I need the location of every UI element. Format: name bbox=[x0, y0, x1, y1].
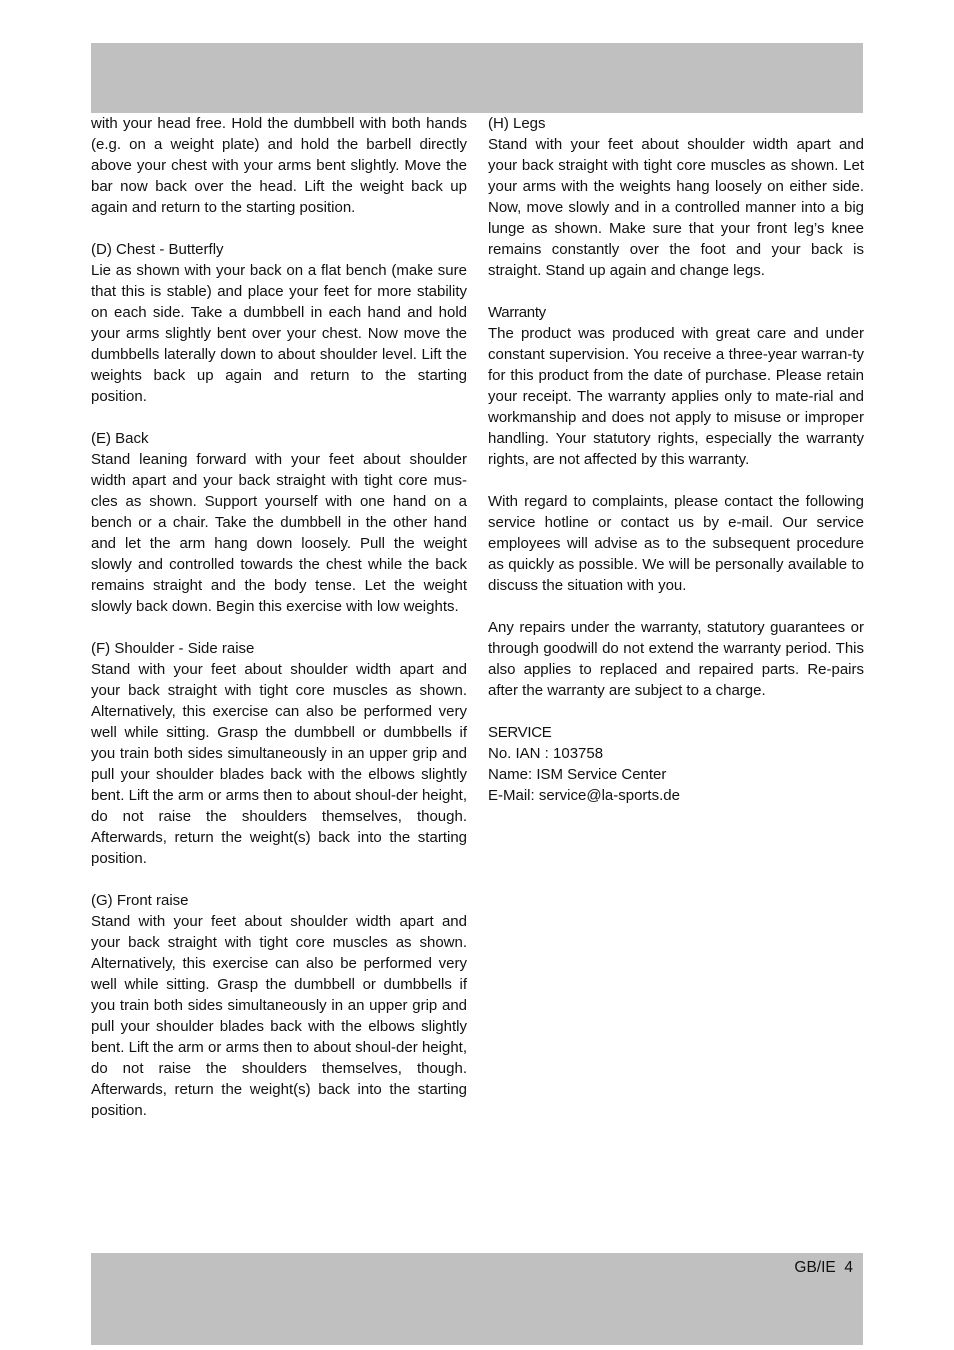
section-text: Stand with your feet about shoulder width apart and your back straight with tight core muscles as shown. Let your arms with the weights hang loosely on either side. Now, move slowly and in a controlled manner into a big lunge as shown. Make sure that your front leg’s knee remains constantly over the foot and your back is straight. Stand up again and change legs. bbox=[488, 136, 864, 279]
section-heading: (D) Chest - Butterfly bbox=[91, 241, 224, 258]
section-text: Stand with your feet about shoulder width apart and your back straight with tight core muscles as shown. Alternatively, this exercise can also be performed very well while sitting. Grasp the dumbbell or dumbbells if you train both sides simultaneously in an upper grip and pull your shoulder blades back with the elbows slightly bent. Lift the arm or arms then to about shoul-der height, do not raise the shoulders themselves, though. Afterwards, return the weight(s) back into the starting position. bbox=[91, 661, 467, 867]
footer-bar bbox=[91, 1253, 863, 1345]
complaints-block bbox=[488, 491, 864, 596]
intro-block bbox=[91, 113, 467, 218]
section-text: Lie as shown with your back on a flat bench (make sure that this is stable) and place your feet for more stability on each side. Take a dumbbell in each hand and hold your arms slightly bent over your chest. Now move the dumbbells laterally down to about shoulder level. Lift the weights back up again and return to the starting position. bbox=[91, 262, 467, 405]
section-back bbox=[91, 428, 467, 617]
page-number: GB/IE 4 bbox=[794, 1259, 853, 1276]
section-heading: (E) Back bbox=[91, 430, 149, 447]
left-column bbox=[91, 113, 467, 1142]
section-text: Stand with your feet about shoulder width apart and your back straight with tight core muscles as shown. Alternatively, this exercise can also be performed very well while sitting. Grasp the dumbbell or dumbbells if you train both sides simultaneously in an upper grip and pull your shoulder blades back with the elbows slightly bent. Lift the arm or arms then to about shoul-der height, do not raise the shoulders themselves, though. Afterwards, return the weight(s) back into the starting position. bbox=[91, 913, 467, 1119]
service-heading: SERVICE bbox=[488, 724, 552, 741]
service-email: E-Mail: service@la-sports.de bbox=[488, 787, 680, 804]
warranty-paragraph: With regard to complaints, please contact the following service hotline or contact us by e-mail. Our service employees will advise as to the subsequent procedure as quickly as possible. We will be personally available to discuss the situation with you. bbox=[488, 493, 864, 594]
warranty-paragraph: Any repairs under the warranty, statutory guarantees or through goodwill do not extend the warranty period. This also applies to replaced and repaired parts. Re-pairs after the warranty are subject to a charge. bbox=[488, 619, 864, 699]
repairs-block bbox=[488, 617, 864, 701]
warranty-section bbox=[488, 302, 864, 470]
section-heading: (G) Front raise bbox=[91, 892, 189, 909]
service-name: Name: ISM Service Center bbox=[488, 766, 667, 783]
right-column bbox=[488, 113, 864, 827]
section-text: Stand leaning forward with your feet about shoulder width apart and your back straight with tight core mus-cles as shown. Support yourself with one hand on a bench or a chair. Take the dumbbell in the other hand and let the arm hang down loosely. Pull the weight slowly and controlled towards the chest while the back remains straight and the body tense. Let the weight slowly back down. Begin this exercise with low weights. bbox=[91, 451, 467, 615]
service-ian: No. IAN : 103758 bbox=[488, 745, 604, 762]
service-section bbox=[488, 722, 864, 806]
intro-text: with your head free. Hold the dumbbell with both hands (e.g. on a weight plate) and hold the barbell directly above your chest with your arms bent slightly. Move the bar now back over the head. Lift the weight back up again and return to the starting position. bbox=[91, 115, 467, 216]
section-shoulder-side-raise bbox=[91, 638, 467, 869]
section-heading: (F) Shoulder - Side raise bbox=[91, 640, 255, 657]
section-front-raise bbox=[91, 890, 467, 1121]
section-heading: (H) Legs bbox=[488, 115, 546, 132]
warranty-heading: Warranty bbox=[488, 304, 546, 321]
header-bar bbox=[91, 43, 863, 113]
section-legs bbox=[488, 113, 864, 281]
section-chest-butterfly bbox=[91, 239, 467, 407]
warranty-paragraph: The product was produced with great care and under constant supervision. You receive a three-year warran-ty for this product from the date of purchase. Please retain your receipt. The warranty applies only to mate-rial and workmanship and does not apply to misuse or improper handling. Your statutory rights, especially the warranty rights, are not affected by this warranty. bbox=[488, 325, 864, 468]
